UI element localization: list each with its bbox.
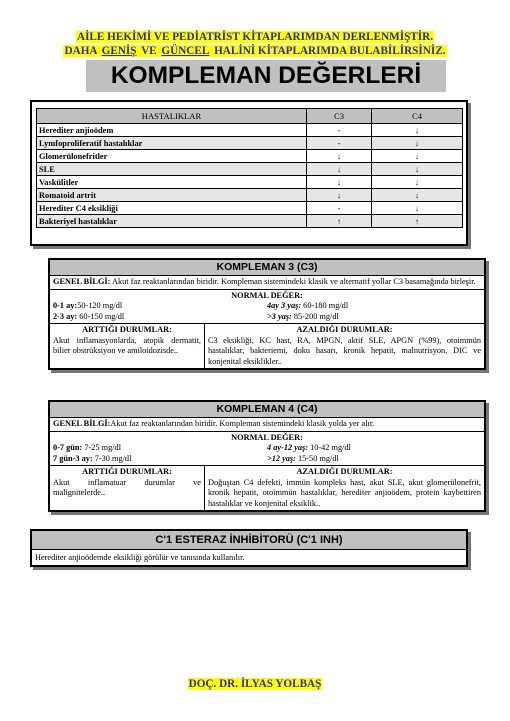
- c3-n3-value: 60-150 mg/dl: [77, 311, 125, 321]
- c3-general-info: [50, 276, 484, 290]
- c3-indicator: ↓: [307, 176, 372, 189]
- c3-indicator: ↑: [307, 215, 372, 228]
- c1-inh-text: Herediter anjioödemde eksikliği görülür ve tanısında kullanılır.: [35, 553, 245, 562]
- disease-table-frame: [30, 100, 468, 246]
- c4-n1-value: 7-25 mg/dl: [82, 443, 121, 452]
- c4-indicator: ↓: [372, 176, 463, 189]
- c3-indicator: ↓: [307, 189, 372, 202]
- c3-indicator: ↓: [307, 150, 372, 163]
- table-row: [37, 124, 463, 137]
- table-row: [37, 163, 463, 176]
- c3-indicator: ↓: [307, 163, 372, 176]
- banner-line-1: AİLE HEKİMİ VE PEDİATRİST KİTAPLARIMDAN DERLENMİŞTİR.: [77, 31, 433, 43]
- table-row: [37, 189, 463, 202]
- disease-table: [36, 108, 463, 228]
- table-row: [37, 137, 463, 150]
- c3-n2-label: 4ay 3 yaş:: [267, 301, 302, 310]
- c3-conditions: [50, 324, 484, 368]
- c3-decrease: [205, 324, 484, 368]
- disease-name: Vaskülitler: [37, 176, 307, 189]
- c3-general-label: GENEL BİLGİ:: [53, 277, 111, 286]
- c3-general-text: Akut faz reaktanlarından biridir. Kompleman sistemindeki klasik ve alternatif yollar C3 basamağında birleşir.: [110, 277, 476, 286]
- header-diseases: HASTALIKLAR: [37, 109, 307, 124]
- c4-n2-value: 10-42 mg/dl: [308, 443, 351, 452]
- c4-general-info: [50, 418, 484, 432]
- c4-decrease-text: Doğuştan C4 defekti, immün kompleks hast, akut SLE, akut glomerülonefrit, kronik hepatit, otoimmün hastalıklar, herediter anjioödem, protein kaybettiren hastalıklar ve konjenital eksiklik..: [208, 477, 481, 508]
- c4-box: [48, 400, 486, 512]
- c3-increase: [50, 324, 205, 368]
- c1-inh-box: [30, 529, 468, 567]
- disease-name: SLE: [37, 163, 307, 176]
- c3-decrease-text: C3 eksikliği, KC hast, RA, MPGN, aktif SLE, APGN (%99), otoimmün hastalıklar, bakteriemi, doku hasarı, kronik hepatit, malnutrisyon, DIC ve konjenital eksiklikler..: [208, 335, 481, 366]
- table-row: [37, 202, 463, 215]
- c3-indicator: -: [307, 124, 372, 137]
- c4-increase: [50, 466, 205, 510]
- c4-normal-values: [50, 432, 484, 467]
- disease-name: Romatoid artrit: [37, 189, 307, 202]
- c4-indicator: ↓: [372, 124, 463, 137]
- c4-decrease: [205, 466, 484, 510]
- disease-name: Herediter anjioödem: [37, 124, 307, 137]
- c3-indicator: -: [307, 202, 372, 215]
- c4-n1-label: 0-7 gün:: [53, 443, 83, 452]
- table-header-row: [37, 109, 463, 124]
- c4-increase-text: Akut inflamatuar durumlar ve malignitelerde..: [53, 477, 201, 497]
- c4-general-label: GENEL BİLGİ:: [53, 419, 111, 428]
- disease-name: Bakteriyel hastalıklar: [37, 215, 307, 228]
- c4-n4-label: >12 yaş:: [267, 453, 296, 463]
- disease-name: Herediter C4 eksikliği: [37, 202, 307, 215]
- c3-n4-label: >3 yaş:: [267, 311, 292, 321]
- author-footer: [0, 678, 510, 690]
- c3-decrease-title: AZALDIĞI DURUMLAR:: [296, 325, 393, 334]
- c4-n4-value: 15-50 mg/dl: [295, 453, 339, 463]
- c3-n1-label: 0-1 ay:: [53, 301, 78, 310]
- table-row: [37, 176, 463, 189]
- header-c3: C3: [307, 109, 372, 124]
- c3-increase-text: Akut inflamasyonlarda, atopik dermatit, bilier obstrüksiyon ve amiloidozisde..: [53, 335, 201, 355]
- c3-normal-values: [50, 290, 484, 325]
- table-row: [37, 150, 463, 163]
- c4-indicator: ↓: [372, 137, 463, 150]
- c3-n4-value: 85-200 mg/dl: [291, 311, 339, 321]
- c3-n3-label: 2-3 ay:: [53, 311, 78, 321]
- c4-n3-value: 7-30 mg/dl: [92, 453, 132, 463]
- page-title: KOMPLEMAN DEĞERLERİ: [86, 60, 446, 92]
- c3-n1-value: 50-120 mg/dl: [77, 301, 123, 310]
- c4-title: KOMPLEMAN 4 (C4): [50, 402, 484, 418]
- banner-line-2: DAHA GENİŞ VE GÜNCEL HALİNİ KİTAPLARIMDA BULABİLİRSİNİZ.: [64, 45, 446, 57]
- c3-increase-title: ARTTIĞI DURUMLAR:: [82, 325, 172, 334]
- c4-conditions: [50, 466, 484, 510]
- c3-title: KOMPLEMAN 3 (C3): [50, 260, 484, 276]
- c4-indicator: ↓: [372, 163, 463, 176]
- c4-n3-label: 7 gün-3 ay:: [53, 453, 93, 463]
- c1-inh-title: C'1 ESTERAZ İNHİBİTORÜ (C'1 INH): [32, 531, 466, 550]
- c3-n2-value: 60-180 mg/dl: [301, 301, 349, 310]
- disease-name: Glomerülonefritler: [37, 150, 307, 163]
- c4-indicator: ↓: [372, 202, 463, 215]
- c4-indicator: ↑: [372, 215, 463, 228]
- c3-box: [48, 258, 486, 370]
- disease-name: Lymfoproliferatif hastalıklar: [37, 137, 307, 150]
- author-name: DOÇ. DR. İLYAS YOLBAŞ: [188, 678, 322, 690]
- c4-decrease-title: AZALDIĞI DURUMLAR:: [296, 467, 393, 476]
- c4-n2-label: 4 ay-12 yaş:: [267, 443, 309, 452]
- c4-indicator: ↓: [372, 150, 463, 163]
- c4-normal-title: NORMAL DEĞER:: [231, 432, 303, 442]
- header-c4: C4: [372, 109, 463, 124]
- c4-increase-title: ARTTIĞI DURUMLAR:: [82, 467, 172, 476]
- c4-indicator: ↓: [372, 189, 463, 202]
- c3-normal-title: NORMAL DEĞER:: [231, 290, 303, 300]
- table-row: [37, 215, 463, 228]
- c4-general-text: Akut faz reaktanlarından biridir. Kompleman sistemindeki klasik yolda yer alır.: [110, 419, 375, 428]
- c3-indicator: -: [307, 137, 372, 150]
